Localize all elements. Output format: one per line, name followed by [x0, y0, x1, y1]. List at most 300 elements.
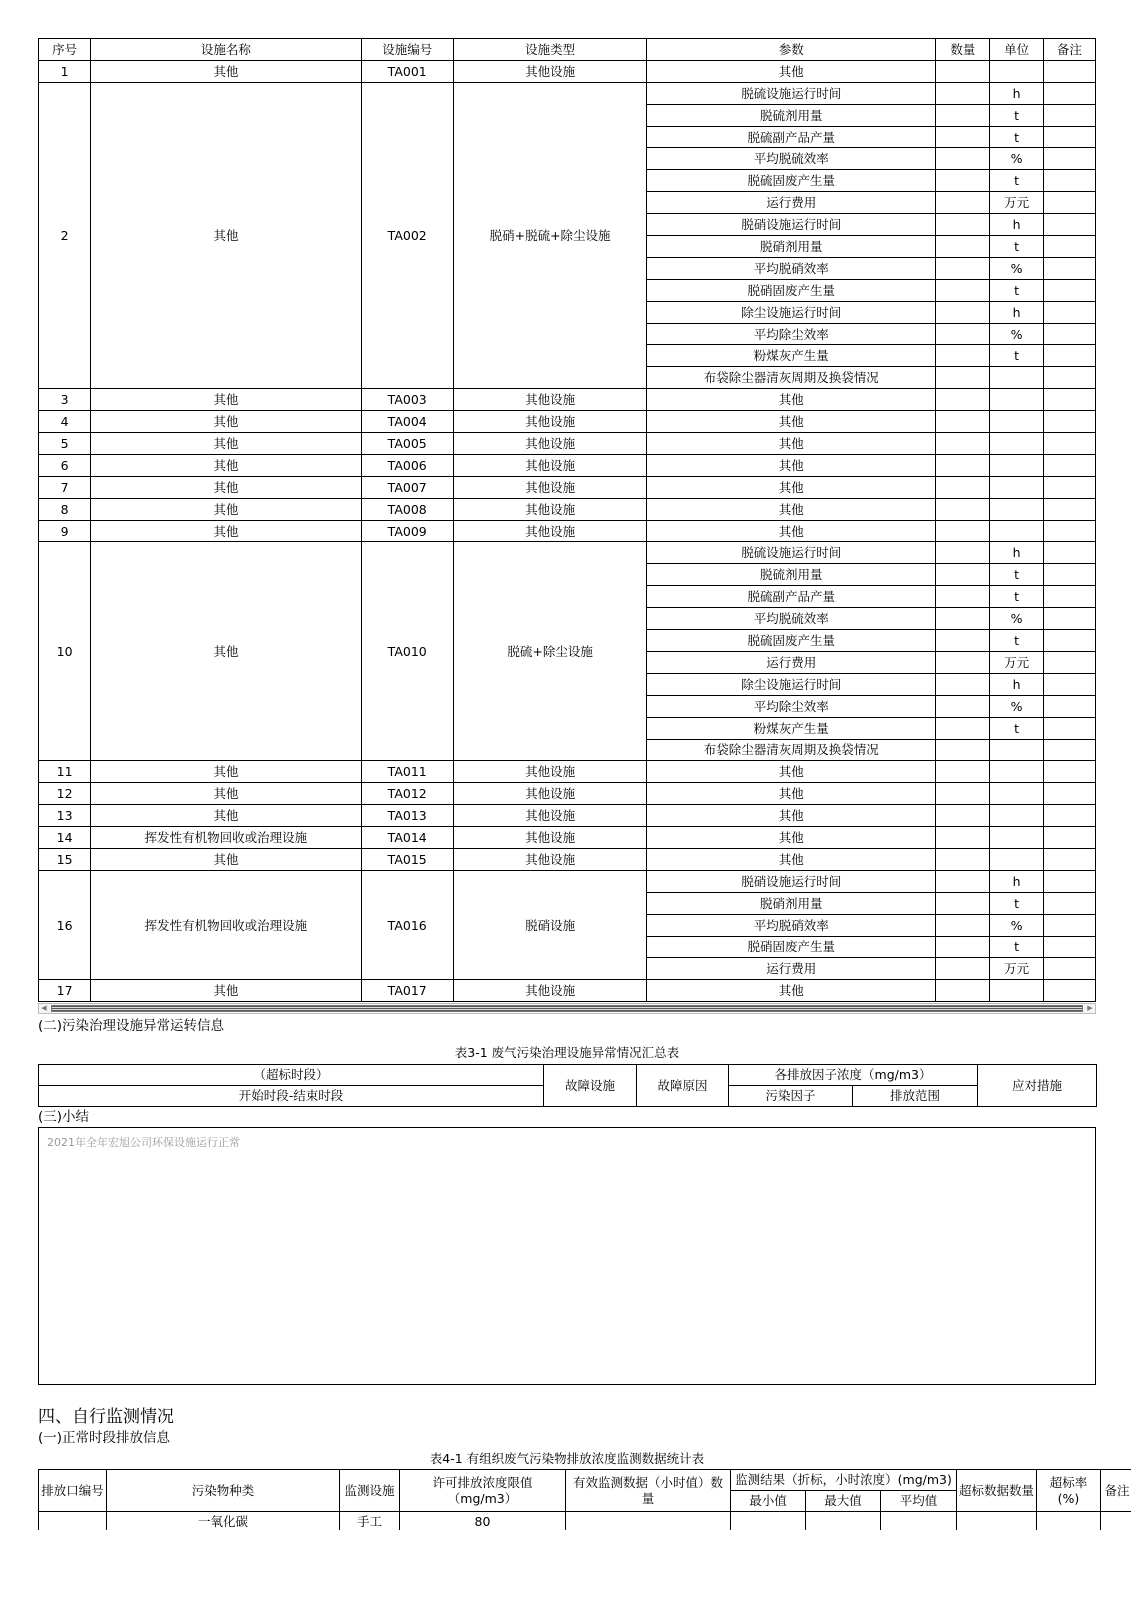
cell-note: [1101, 1512, 1131, 1532]
cell-facility-name: 其他: [91, 476, 361, 498]
cell-qty: [936, 60, 990, 82]
cell-unit: %: [990, 914, 1043, 936]
cell-facility-name: 其他: [91, 980, 361, 1002]
table-row: [39, 805, 1096, 827]
table-row: [39, 454, 1096, 476]
table-row: [39, 498, 1096, 520]
col-header-pollutant: 污染物种类: [107, 1470, 340, 1512]
cell-unit: 万元: [990, 651, 1043, 673]
cell-param: 脱硫副产品产量: [647, 126, 936, 148]
cell-param: 脱硝固废产生量: [647, 936, 936, 958]
table-row: [39, 542, 1096, 564]
cell-unit: t: [990, 279, 1043, 301]
cell-no: 5: [39, 433, 91, 455]
cell-note: [1043, 323, 1095, 345]
cell-note: [1043, 980, 1095, 1002]
cell-note: [1043, 848, 1095, 870]
table-header-row: [39, 1470, 1131, 1491]
cell-unit: [990, 805, 1043, 827]
table-caption-3-1: 表3-1 废气污染治理设施异常情况汇总表: [454, 1045, 680, 1061]
cell-facility-name: 其他: [91, 82, 361, 388]
cell-no: 17: [39, 980, 91, 1002]
cell-limit: 80: [400, 1512, 566, 1532]
cell-note: [1043, 433, 1095, 455]
col-header-max: 最大值: [806, 1491, 881, 1512]
section-heading-self-monitoring: 四、自行监测情况: [38, 1407, 174, 1428]
cell-param: 脱硫固废产生量: [647, 630, 936, 652]
cell-param: 其他: [647, 761, 936, 783]
cell-qty: [936, 914, 990, 936]
cell-note: [1043, 805, 1095, 827]
cell-param: 平均脱硝效率: [647, 914, 936, 936]
cell-note: [1043, 345, 1095, 367]
cell-param: 脱硝固废产生量: [647, 279, 936, 301]
cell-qty: [936, 651, 990, 673]
cell-param: 脱硫固废产生量: [647, 170, 936, 192]
cell-facility-name: 其他: [91, 433, 361, 455]
cell-note: [1043, 695, 1095, 717]
cell-no: 11: [39, 761, 91, 783]
cell-param: 运行费用: [647, 192, 936, 214]
cell-note: [1043, 630, 1095, 652]
cell-qty: [936, 542, 990, 564]
cell-unit: h: [990, 542, 1043, 564]
cell-no: 1: [39, 60, 91, 82]
cell-param: 其他: [647, 980, 936, 1002]
cell-param: 其他: [647, 520, 936, 542]
cell-unit: [990, 980, 1043, 1002]
cell-unit: 万元: [990, 192, 1043, 214]
cell-no: 7: [39, 476, 91, 498]
cell-param: 除尘设施运行时间: [647, 301, 936, 323]
cell-param: 其他: [647, 411, 936, 433]
cell-param: 平均除尘效率: [647, 323, 936, 345]
cell-qty: [936, 827, 990, 849]
cell-note: [1043, 257, 1095, 279]
cell-facility-code: TA014: [361, 827, 453, 849]
cell-param: 其他: [647, 433, 936, 455]
cell-unit: [990, 389, 1043, 411]
cell-unit: %: [990, 323, 1043, 345]
table-row: [39, 82, 1096, 104]
table-row: [39, 870, 1096, 892]
cell-param: 其他: [647, 783, 936, 805]
cell-qty: [936, 345, 990, 367]
scroll-right-icon[interactable]: ▶: [1087, 1004, 1093, 1013]
cell-qty: [936, 673, 990, 695]
cell-facility-type: 其他设施: [453, 761, 647, 783]
cell-note: [1043, 827, 1095, 849]
col-header-exceed-count: 超标数据数量: [957, 1470, 1037, 1512]
col-header-avg: 平均值: [881, 1491, 957, 1512]
table-row: [39, 848, 1096, 870]
cell-unit: h: [990, 301, 1043, 323]
table-row: [39, 980, 1096, 1002]
cell-qty: [936, 148, 990, 170]
cell-facility-code: TA017: [361, 980, 453, 1002]
cell-facility-type: 脱硝设施: [453, 870, 647, 979]
cell-qty: [936, 630, 990, 652]
cell-qty: [936, 520, 990, 542]
cell-facility-type: 其他设施: [453, 60, 647, 82]
cell-facility-name: 其他: [91, 60, 361, 82]
section-title-summary: (三)小结: [38, 1109, 90, 1126]
cell-unit: %: [990, 695, 1043, 717]
cell-facility-name: 其他: [91, 454, 361, 476]
cell-facility-code: TA005: [361, 433, 453, 455]
cell-facility-type: 其他设施: [453, 476, 647, 498]
table-row: [39, 1512, 1131, 1532]
cell-facility-type: 脱硝+脱硫+除尘设施: [453, 82, 647, 388]
cell-unit: h: [990, 673, 1043, 695]
cell-facility-name: 其他: [91, 520, 361, 542]
cell-unit: [990, 783, 1043, 805]
col-header-outlet: 排放口编号: [39, 1470, 107, 1512]
cell-note: [1043, 170, 1095, 192]
cell-no: 15: [39, 848, 91, 870]
cell-param: 其他: [647, 848, 936, 870]
cell-no: 13: [39, 805, 91, 827]
cell-no: 14: [39, 827, 91, 849]
col-header-note: 备注: [1043, 39, 1095, 61]
cell-no: 2: [39, 82, 91, 388]
cell-unit: t: [990, 630, 1043, 652]
cell-qty: [936, 454, 990, 476]
cell-facility-name: 其他: [91, 848, 361, 870]
col-header-unit: 单位: [990, 39, 1043, 61]
cell-note: [1043, 651, 1095, 673]
col-header-concentration: 各排放因子浓度（mg/m3）: [729, 1065, 978, 1086]
cell-facility-type: 其他设施: [453, 848, 647, 870]
cell-unit: 万元: [990, 958, 1043, 980]
col-header-param: 参数: [647, 39, 936, 61]
table-row: [39, 827, 1096, 849]
cell-facility-name: 其他: [91, 498, 361, 520]
section-title-abnormal: (二)污染治理设施异常运转信息: [38, 1018, 225, 1035]
cell-unit: t: [990, 717, 1043, 739]
cell-param: 其他: [647, 476, 936, 498]
cell-note: [1043, 411, 1095, 433]
col-header-note: 备注: [1101, 1470, 1131, 1512]
cell-qty: [936, 192, 990, 214]
cell-facility-type: 其他设施: [453, 389, 647, 411]
col-header-valid-count: 有效监测数据（小时值）数量: [566, 1470, 731, 1512]
cell-unit: [990, 520, 1043, 542]
cell-unit: [990, 498, 1043, 520]
cell-qty: [936, 214, 990, 236]
cell-qty: [936, 126, 990, 148]
summary-textarea[interactable]: 2021年全年宏旭公司环保设施运行正常: [38, 1127, 1096, 1385]
cell-param: 其他: [647, 805, 936, 827]
cell-qty: [936, 301, 990, 323]
col-header-period: （超标时段）: [39, 1065, 544, 1086]
cell-note: [1043, 870, 1095, 892]
cell-pollutant: 一氧化碳: [107, 1512, 340, 1532]
cell-param: 脱硝设施运行时间: [647, 870, 936, 892]
table-row: [39, 761, 1096, 783]
cell-param: 脱硝剂用量: [647, 892, 936, 914]
cell-no: 8: [39, 498, 91, 520]
col-header-type: 设施类型: [453, 39, 647, 61]
table-row: [39, 389, 1096, 411]
cell-note: [1043, 936, 1095, 958]
cell-facility-name: 其他: [91, 761, 361, 783]
cell-note: [1043, 892, 1095, 914]
cell-note: [1043, 126, 1095, 148]
cell-param: 其他: [647, 454, 936, 476]
cell-note: [1043, 82, 1095, 104]
col-header-measures: 应对措施: [978, 1065, 1097, 1107]
cell-facility-name: 其他: [91, 389, 361, 411]
cell-facility-name: 挥发性有机物回收或治理设施: [91, 870, 361, 979]
col-header-code: 设施编号: [361, 39, 453, 61]
cell-param: 粉煤灰产生量: [647, 717, 936, 739]
cell-no: 4: [39, 411, 91, 433]
cell-note: [1043, 367, 1095, 389]
col-header-fault-facility: 故障设施: [544, 1065, 637, 1107]
cell-qty: [936, 82, 990, 104]
cell-note: [1043, 192, 1095, 214]
cell-note: [1043, 608, 1095, 630]
cell-note: [1043, 104, 1095, 126]
cell-qty: [936, 761, 990, 783]
cell-unit: h: [990, 214, 1043, 236]
cell-qty: [936, 279, 990, 301]
cell-facility-type: 其他设施: [453, 433, 647, 455]
cell-facility-code: TA001: [361, 60, 453, 82]
cell-param: 平均脱硫效率: [647, 148, 936, 170]
col-header-no: 序号: [39, 39, 91, 61]
cell-unit: [990, 848, 1043, 870]
cell-unit: [990, 739, 1043, 761]
cell-note: [1043, 148, 1095, 170]
cell-qty: [936, 586, 990, 608]
scroll-left-icon[interactable]: ◀: [41, 1004, 47, 1013]
cell-qty: [936, 564, 990, 586]
cell-param: 其他: [647, 498, 936, 520]
table-row: [39, 476, 1096, 498]
col-header-fault-reason: 故障原因: [637, 1065, 729, 1107]
cell-unit: [990, 367, 1043, 389]
cell-param: 平均脱硫效率: [647, 608, 936, 630]
cell-note: [1043, 498, 1095, 520]
col-header-min: 最小值: [731, 1491, 806, 1512]
cell-param: 脱硫设施运行时间: [647, 82, 936, 104]
cell-facility-type: 其他设施: [453, 783, 647, 805]
cell-unit: h: [990, 82, 1043, 104]
col-header-facility: 监测设施: [340, 1470, 400, 1512]
cell-param: 脱硝剂用量: [647, 236, 936, 258]
cell-unit: [990, 454, 1043, 476]
cell-note: [1043, 958, 1095, 980]
cell-note: [1043, 783, 1095, 805]
cell-param: 脱硫设施运行时间: [647, 542, 936, 564]
horizontal-scrollbar[interactable]: [38, 1003, 1096, 1014]
cell-note: [1043, 279, 1095, 301]
cell-note: [1043, 476, 1095, 498]
cell-qty: [936, 695, 990, 717]
cell-unit: t: [990, 236, 1043, 258]
cell-note: [1043, 454, 1095, 476]
cell-no: 16: [39, 870, 91, 979]
cell-unit: [990, 761, 1043, 783]
cell-note: [1043, 214, 1095, 236]
cell-note: [1043, 761, 1095, 783]
col-header-result: 监测结果（折标，小时浓度）(mg/m3): [731, 1470, 957, 1491]
cell-min: [731, 1512, 806, 1532]
cell-note: [1043, 564, 1095, 586]
cell-qty: [936, 870, 990, 892]
cell-note: [1043, 586, 1095, 608]
cell-facility-type: 其他设施: [453, 980, 647, 1002]
cell-valid: [566, 1512, 731, 1532]
cell-qty: [936, 104, 990, 126]
cell-param: 粉煤灰产生量: [647, 345, 936, 367]
cell-unit: [990, 476, 1043, 498]
cell-unit: t: [990, 892, 1043, 914]
cell-note: [1043, 717, 1095, 739]
cell-facility-code: TA015: [361, 848, 453, 870]
cell-qty: [936, 783, 990, 805]
cell-unit: t: [990, 126, 1043, 148]
cell-param: 脱硫剂用量: [647, 104, 936, 126]
cell-facility: 手工: [340, 1512, 400, 1532]
cell-unit: t: [990, 586, 1043, 608]
cell-facility-type: 其他设施: [453, 827, 647, 849]
cell-facility-code: TA010: [361, 542, 453, 761]
cell-qty: [936, 433, 990, 455]
cell-qty: [936, 805, 990, 827]
cell-qty: [936, 170, 990, 192]
cell-unit: t: [990, 564, 1043, 586]
table-header-row: [39, 39, 1096, 61]
cell-param: 其他: [647, 827, 936, 849]
cell-facility-code: TA007: [361, 476, 453, 498]
cell-facility-code: TA011: [361, 761, 453, 783]
cell-param: 布袋除尘器清灰周期及换袋情况: [647, 367, 936, 389]
cell-qty: [936, 236, 990, 258]
col-header-start-end: 开始时段-结束时段: [39, 1086, 544, 1107]
cell-note: [1043, 301, 1095, 323]
cell-facility-type: 其他设施: [453, 520, 647, 542]
cell-param: 脱硝设施运行时间: [647, 214, 936, 236]
cell-facility-type: 其他设施: [453, 411, 647, 433]
cell-no: 12: [39, 783, 91, 805]
cell-facility-type: 其他设施: [453, 498, 647, 520]
cell-qty: [936, 323, 990, 345]
cell-qty: [936, 848, 990, 870]
col-header-factor: 污染因子: [729, 1086, 853, 1107]
table-header-row: [39, 1065, 1097, 1086]
cell-facility-type: 脱硫+除尘设施: [453, 542, 647, 761]
cell-note: [1043, 673, 1095, 695]
cell-no: 3: [39, 389, 91, 411]
cell-qty: [936, 980, 990, 1002]
cell-param: 除尘设施运行时间: [647, 673, 936, 695]
cell-param: 运行费用: [647, 651, 936, 673]
cell-unit: [990, 411, 1043, 433]
cell-qty: [936, 498, 990, 520]
table-row: [39, 783, 1096, 805]
cell-unit: t: [990, 345, 1043, 367]
cell-unit: t: [990, 170, 1043, 192]
cell-param: 运行费用: [647, 958, 936, 980]
cell-qty: [936, 411, 990, 433]
cell-facility-code: TA016: [361, 870, 453, 979]
cell-qty: [936, 257, 990, 279]
cell-qty: [936, 958, 990, 980]
cell-param: 其他: [647, 60, 936, 82]
cell-max: [806, 1512, 881, 1532]
cell-exceed-count: [957, 1512, 1037, 1532]
cell-note: [1043, 739, 1095, 761]
table-row: [39, 433, 1096, 455]
cell-unit: %: [990, 608, 1043, 630]
cell-facility-code: TA013: [361, 805, 453, 827]
cell-qty: [936, 892, 990, 914]
cell-facility-name: 其他: [91, 783, 361, 805]
cell-facility-name: 其他: [91, 805, 361, 827]
cell-param: 平均脱硝效率: [647, 257, 936, 279]
cell-facility-code: TA004: [361, 411, 453, 433]
cell-note: [1043, 60, 1095, 82]
cell-facility-type: 其他设施: [453, 805, 647, 827]
cell-param: 其他: [647, 389, 936, 411]
col-header-qty: 数量: [936, 39, 990, 61]
cell-facility-code: TA012: [361, 783, 453, 805]
cell-qty: [936, 717, 990, 739]
cell-qty: [936, 739, 990, 761]
cell-param: 脱硫副产品产量: [647, 586, 936, 608]
cell-qty: [936, 476, 990, 498]
facility-parameter-table: [38, 38, 1096, 1002]
cell-facility-code: TA002: [361, 82, 453, 388]
table-row: [39, 520, 1096, 542]
cell-exceed-rate: [1037, 1512, 1101, 1532]
cell-qty: [936, 936, 990, 958]
col-header-range: 排放范围: [853, 1086, 978, 1107]
section-title-normal-period: (一)正常时段排放信息: [38, 1430, 171, 1447]
cell-facility-type: 其他设施: [453, 454, 647, 476]
cell-facility-code: TA006: [361, 454, 453, 476]
abnormal-summary-table: [38, 1064, 1097, 1107]
cell-unit: [990, 827, 1043, 849]
col-header-name: 设施名称: [91, 39, 361, 61]
cell-note: [1043, 914, 1095, 936]
page-bottom-margin: [0, 1530, 1131, 1600]
table-row: [39, 60, 1096, 82]
cell-unit: t: [990, 936, 1043, 958]
cell-no: 10: [39, 542, 91, 761]
cell-unit: [990, 60, 1043, 82]
cell-facility-code: TA008: [361, 498, 453, 520]
cell-facility-code: TA003: [361, 389, 453, 411]
cell-no: 9: [39, 520, 91, 542]
cell-facility-code: TA009: [361, 520, 453, 542]
cell-unit: %: [990, 257, 1043, 279]
cell-param: 布袋除尘器清灰周期及换袋情况: [647, 739, 936, 761]
cell-qty: [936, 608, 990, 630]
cell-avg: [881, 1512, 957, 1532]
cell-unit: [990, 433, 1043, 455]
cell-facility-name: 挥发性有机物回收或治理设施: [91, 827, 361, 849]
scrollbar-thumb[interactable]: [51, 1005, 1083, 1012]
cell-param: 脱硫剂用量: [647, 564, 936, 586]
document-page: [38, 38, 1130, 1592]
col-header-limit: 许可排放浓度限值（mg/m3）: [400, 1470, 566, 1512]
cell-facility-name: 其他: [91, 411, 361, 433]
cell-note: [1043, 542, 1095, 564]
